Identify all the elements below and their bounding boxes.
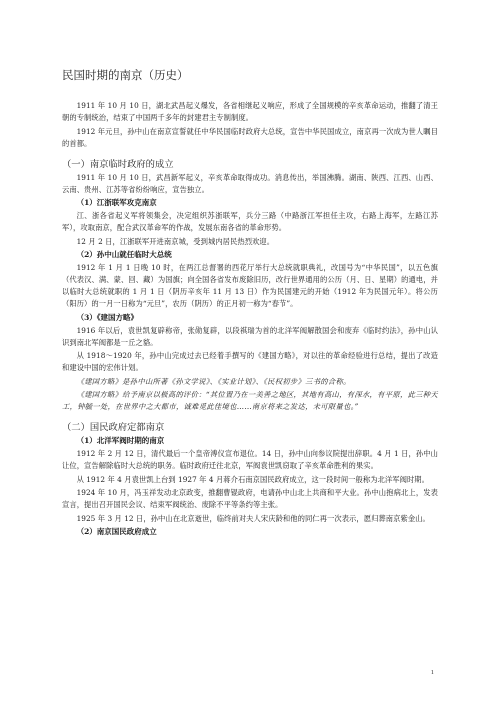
paragraph: 1924 年 10 月，冯玉祥发动北京政变，推翻曹锟政府，电请孙中山北上共商和平大业。孙中山抱病北上，发表宣言，提出召开国民会议、结束军阀统治、废除不平等条约等主张。: [62, 488, 438, 509]
quote-paragraph: 《建国方略》是孙中山所著《孙文学说》、《实业计划》、《民权初步》三书的合称。: [76, 376, 351, 386]
subsection-heading: （2）南京国民政府成立: [76, 527, 157, 536]
page-number: 1: [430, 669, 434, 676]
document-body: [62, 100, 438, 539]
paragraph: 从 1918～1920 年，孙中山完成过去已经着手撰写的《建国方略》，对以往的革命经验进行总结，提出了改造和建设中国的宏伟计划。: [62, 351, 438, 372]
subsection-heading: （2）孙中山就任临时大总统: [76, 250, 172, 259]
paragraph: 从 1912 年 4 月袁世凯上台到 1927 年 4 月蒋介石南京国民政府成立，这一段时间一般称为北洋军阀时期。: [76, 474, 429, 484]
paragraph: 1912 年 1 月 1 日晚 10 时，在两江总督署的西花厅举行大总统就职典礼，改国号为“中华民国”，以五色旗（代表汉、满、蒙、回、藏）为国旗；向全国各省发布废除旧历，改行世界通用的公历（月、日、星期）的通电，并以临时大总统就职的 1 月 1 日（阴历辛亥年 11 月 13 日）作为民国建元的开始（1912 年为民国元年）。将公历（阳历）的一月一日称为“元旦”，农历（阴历）的正月初一称为“春节”。: [62, 263, 438, 308]
section-heading: （一）南京临时政府的成立: [62, 158, 174, 170]
subsection-heading: （3）《建国方略》: [76, 312, 139, 322]
section-heading: （二）国民政府定都南京: [62, 422, 165, 433]
paragraph: 江、浙各省起义军将领集会，决定组织苏浙联军，兵分三路（中路浙江军担任主攻，右路上海军，左路江苏军），攻取南京，配合武汉革命军的作战，发展东南各省的革命形势。: [62, 211, 438, 232]
paragraph: 1925 年 3 月 12 日，孙中山在北京逝世，临终前对夫人宋庆龄和他的同仁再一次表示，愿归葬南京紫金山。: [76, 513, 430, 523]
paragraph: 12 月 2 日，江浙联军开进南京城，受到城内居民热烈欢迎。: [76, 236, 275, 246]
intro-paragraph: 1912 年元旦，孙中山在南京宣誓就任中华民国临时政府大总统，宣告中华民国成立，南京再一次成为世人瞩目的首都。: [62, 126, 438, 148]
intro-paragraph: 1911 年 10 月 10 日，湖北武昌起义爆发，各省相继起义响应，形成了全国规模的辛亥革命运动，推翻了清王朝的专制统治，结束了中国两千多年的封建君主专制制度。: [62, 101, 438, 122]
document-title: 民国时期的南京（历史）: [62, 68, 189, 82]
subsection-heading: （1）江浙联军攻克南京: [76, 198, 157, 207]
paragraph: 1911 年 10 月 10 日，武昌新军起义，辛亥革命取得成功。消息传出，举国沸腾。湖南、陕西、江西、山西、云南、贵州、江苏等省纷纷响应，宣告独立。: [62, 172, 438, 194]
quote-paragraph: 《建国方略》给予南京以极高的评价：“其位置乃在一美善之地区，其地有高山，有深水，有平原，此三种天工，钟毓一处，在世界中之大都市，诚难觅此佳境也……南京将来之发达，未可限量也。”: [62, 390, 438, 411]
subsection-heading: （1）北洋军阀时期的南京: [76, 436, 165, 445]
paragraph: 1916 年以后，袁世凯复辟称帝，张勋复辟，以段祺瑞为首的北洋军阀解散国会和废弃《临时约法》，孙中山认识到南北军阀都是一丘之貉。: [62, 325, 438, 347]
paragraph: 1912 年 2 月 12 日，清代最后一个皇帝溥仪宣布退位。14 日，孙中山向参议院提出辞职。4 月 1 日，孙中山让位，宣告解除临时大总统的职务。临时政府迁往北京，军阀袁世凯窃取了辛亥革命胜利的果实。: [62, 449, 438, 470]
